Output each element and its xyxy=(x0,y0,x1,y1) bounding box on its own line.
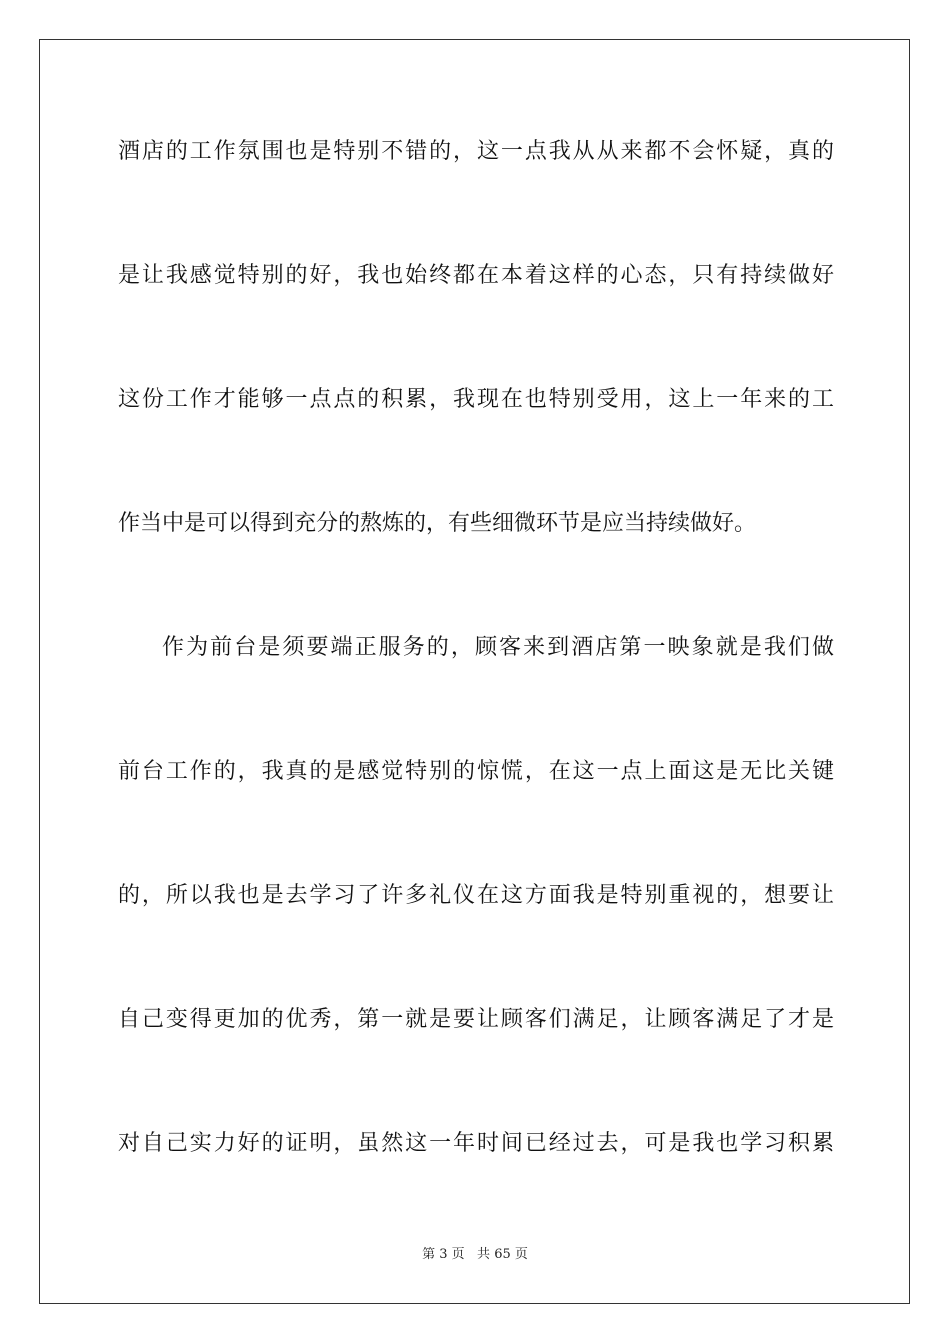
page-border xyxy=(39,39,910,1304)
paragraph-line: 酒店的工作氛围也是特别不错的，这一点我从从来都不会怀疑，真的 xyxy=(118,139,834,164)
paragraph-line: 作当中是可以得到充分的熬炼的，有些细微环节是应当持续做好。 xyxy=(118,511,757,536)
paragraph-line: 作为前台是须要端正服务的，顾客来到酒店第一映象就是我们做 xyxy=(162,635,834,660)
paragraph-line: 这份工作才能够一点点的积累，我现在也特别受用，这上一年来的工 xyxy=(118,387,834,412)
paragraph-line: 是让我感觉特别的好，我也始终都在本着这样的心态，只有持续做好 xyxy=(118,263,834,288)
paragraph-line: 对自己实力好的证明，虽然这一年时间已经过去，可是我也学习积累 xyxy=(118,1131,834,1156)
page-number-footer: 第 3 页 共 65 页 xyxy=(422,1247,528,1262)
paragraph-line: 的，所以我也是去学习了许多礼仪在这方面我是特别重视的，想要让 xyxy=(118,883,834,908)
paragraph-line: 前台工作的，我真的是感觉特别的惊慌，在这一点上面这是无比关键 xyxy=(118,759,834,784)
paragraph-line: 自己变得更加的优秀，第一就是要让顾客们满足，让顾客满足了才是 xyxy=(118,1007,834,1032)
